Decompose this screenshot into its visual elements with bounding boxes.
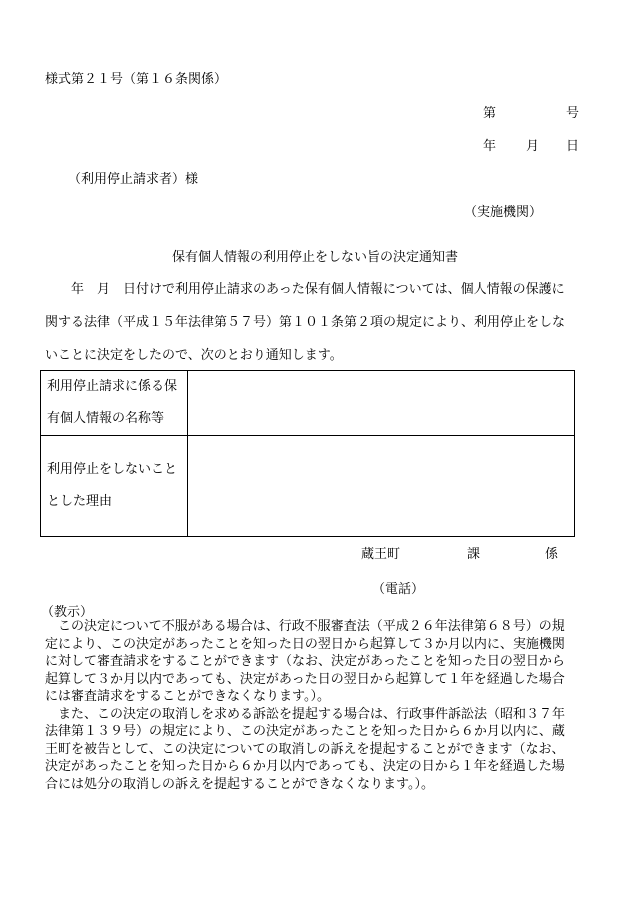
instruction-line: 法律第１３９号）の規定により、この決定があったことを知った日から６か月以内に、蔵 — [45, 724, 565, 739]
instruction-line: 定により、この決定があったことを知った日の翌日から起算して３か月以内に、実施機関 — [45, 636, 565, 652]
instruction-heading: （教示） — [41, 605, 94, 620]
contact-unit: 係 — [545, 547, 559, 562]
date-month-label: 月 — [526, 139, 540, 154]
issuer: （実施機関） — [464, 205, 543, 220]
recipient: （利用停止請求者）様 — [68, 172, 199, 187]
instruction-line: には審査請求をすることができなくなります。）。 — [45, 689, 330, 704]
instruction-line: 合には処分の取消しの訴えを提起することができなくなります。）。 — [45, 776, 434, 792]
table-label-line: とした理由 — [47, 494, 113, 509]
table-value-cell — [188, 371, 575, 436]
body-line: 年 月 日付けで利用停止請求のあった保有個人情報については、個人情報の保護に — [45, 282, 565, 297]
instruction-line: に対して審査請求をすることができます（なお、決定があったことを知った日の翌日から — [45, 654, 565, 669]
contact-town: 蔵王町 — [361, 547, 401, 562]
contact-phone: （電話） — [372, 582, 425, 597]
table-label-line: 有個人情報の名称等 — [47, 411, 165, 426]
instruction-line: また、この決定の取消しを求める訴訟を提起する場合は、行政事件訴訟法（昭和３７年 — [45, 706, 566, 722]
table-label-cell — [41, 371, 188, 436]
body-line: いことに決定をしたので、次のとおり通知します。 — [45, 348, 343, 363]
instruction-line: この決定について不服がある場合は、行政不服審査法（平成２６年法律第６８号）の規 — [45, 619, 565, 634]
instruction-body — [45, 618, 582, 793]
table-label-line: 利用停止請求に係る保 — [47, 379, 178, 394]
date-day-label: 日 — [566, 139, 580, 154]
body-paragraph — [45, 273, 580, 372]
table-label-cell — [41, 436, 188, 537]
date-year-label: 年 — [483, 139, 497, 154]
info-table — [40, 370, 575, 537]
document-number-suffix: 号 — [566, 106, 580, 121]
document-title: 保有個人情報の利用停止をしない旨の決定通知書 — [171, 250, 458, 265]
document-number-label: 第 — [483, 106, 497, 121]
contact-section: 課 — [467, 547, 481, 562]
table-row — [41, 436, 575, 537]
instruction-line: 起算して３か月以内であっても、決定があった日の翌日から起算して１年を経過した場合 — [45, 671, 565, 687]
instruction-line: 王町を被告として、この決定についての取消しの訴えを提起することができます（なお、 — [45, 741, 565, 757]
table-row — [41, 371, 575, 436]
form-number: 様式第２１号（第１６条関係） — [45, 72, 228, 87]
instruction-line: 決定があったことを知った日から６か月以内であっても、決定の日から１年を経過した場 — [45, 759, 565, 774]
table-value-cell — [188, 436, 575, 537]
body-line: 関する法律（平成１５年法律第５７号）第１０１条第２項の規定により、利用停止をしな — [45, 315, 566, 330]
table-label-line: 利用停止をしないこと — [47, 462, 178, 477]
